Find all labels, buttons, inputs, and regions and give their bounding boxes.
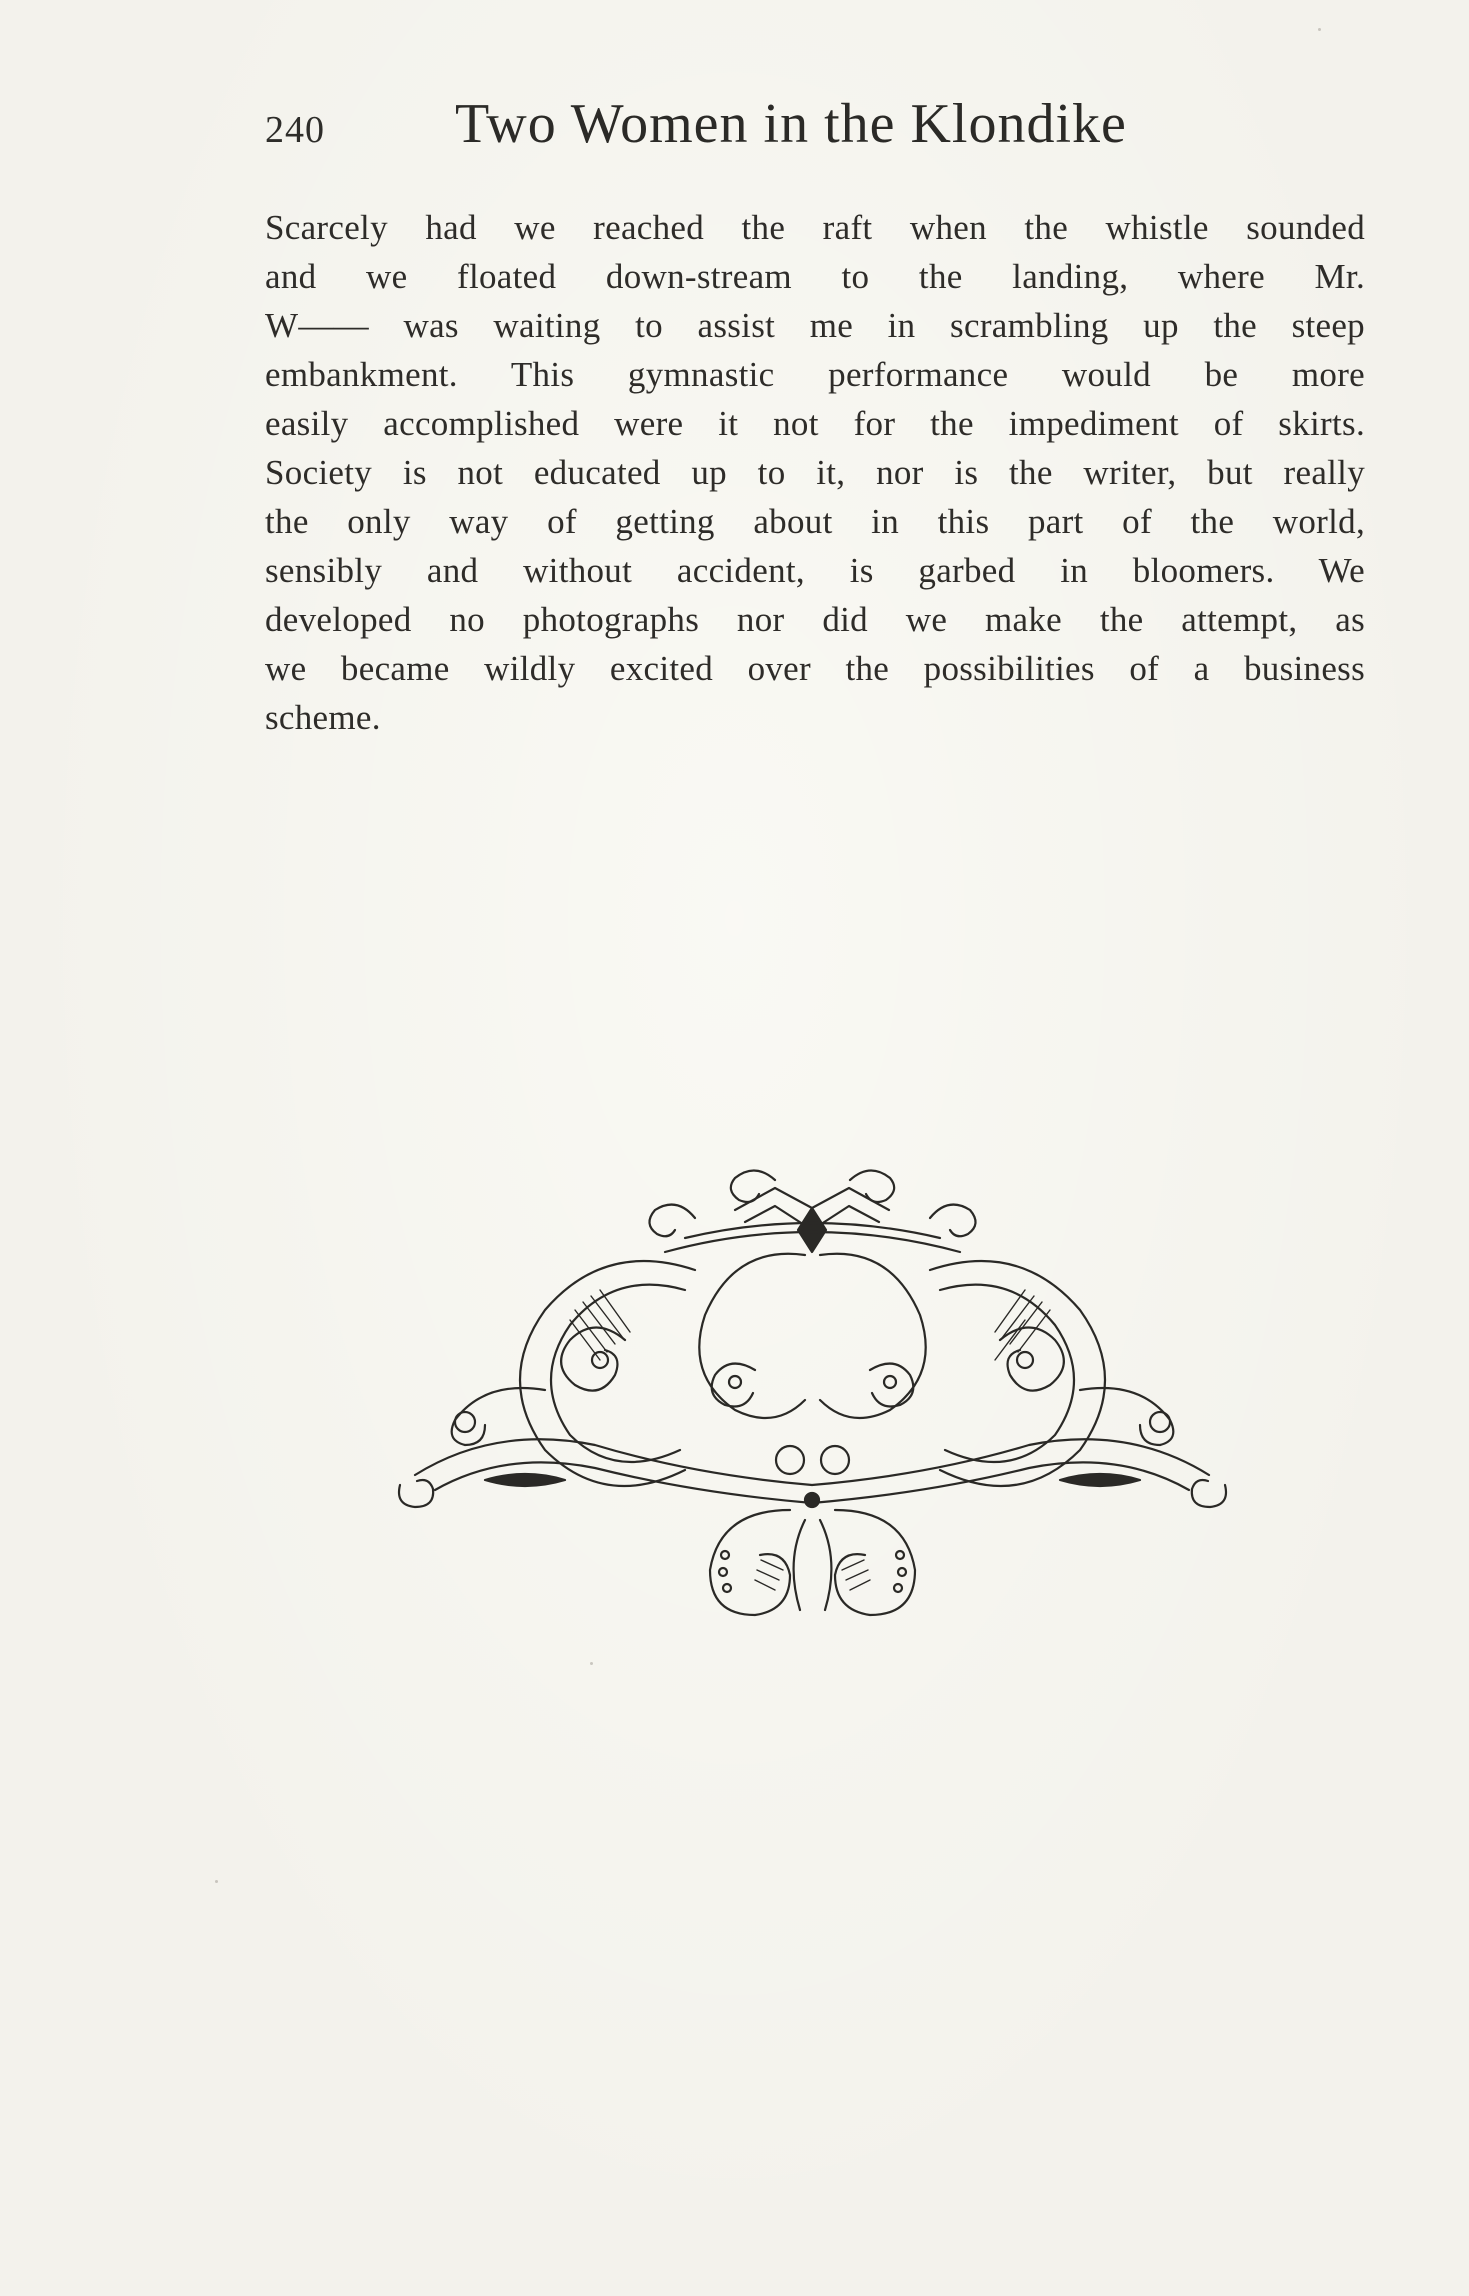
text-line: easily accomplished were it not for the impediment of skirts.: [265, 404, 1365, 443]
text-line: sensibly and without accident, is garbed in bloomers. We: [265, 551, 1365, 590]
body-paragraph: [265, 203, 1365, 742]
running-head: [265, 92, 1365, 162]
paper-speck: [590, 1662, 593, 1665]
text-line: embankment. This gymnastic performance would be more: [265, 355, 1365, 394]
text-line: we became wildly excited over the possibilities of a business: [265, 649, 1365, 688]
text-line: W—— was waiting to assist me in scrambling up the steep: [265, 306, 1365, 345]
paper-speck: [215, 1880, 218, 1883]
text-line: Scarcely had we reached the raft when the whistle sounded: [265, 208, 1365, 247]
text-line: developed no photographs nor did we make the attempt, as: [265, 600, 1365, 639]
text-line: the only way of getting about in this part of the world,: [265, 502, 1365, 541]
running-title: Two Women in the Klondike: [455, 93, 1127, 155]
page-number: 240: [265, 109, 325, 151]
scrollwork-tailpiece-icon: [395, 1160, 1230, 1630]
text-line: Society is not educated up to it, nor is the writer, but really: [265, 453, 1365, 492]
paper-speck: [1318, 28, 1321, 31]
text-line: and we floated down-stream to the landing, where Mr.: [265, 257, 1365, 296]
text-line-last: scheme.: [265, 698, 381, 737]
